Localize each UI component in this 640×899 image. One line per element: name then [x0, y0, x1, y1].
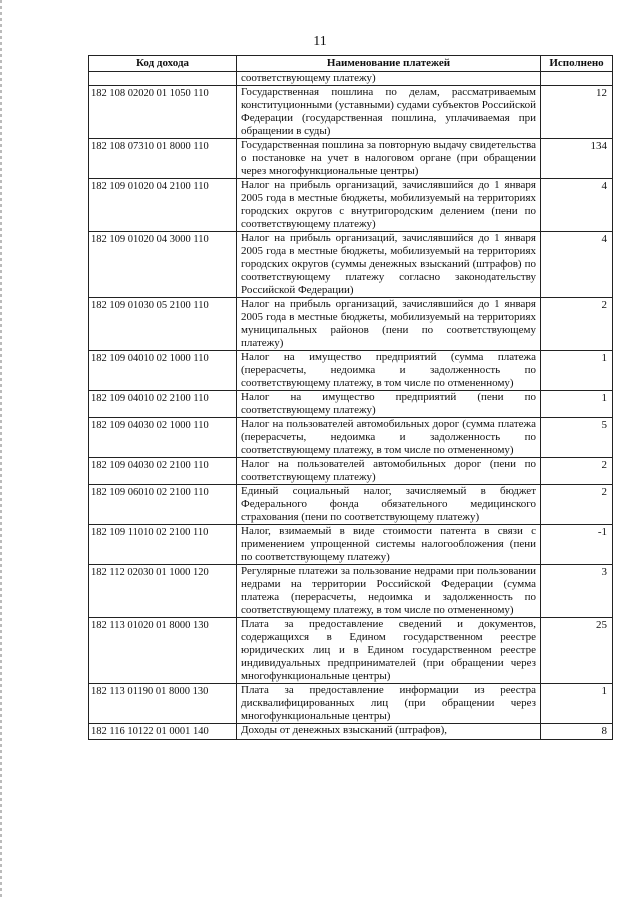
row-name: Налог на пользователей автомобильных дорог (сумма платежа (перерасчеты, недоимка и задолженность по соответствующему платежу, в том числе по отмененному): [237, 418, 541, 458]
row-amount: -1: [541, 525, 613, 565]
row-code: 182 109 01020 04 2100 110: [89, 179, 237, 232]
row-name: Плата за предоставление сведений и документов, содержащихся в Едином государственном реестре юридических лиц и в Едином государственном реестре индивидуальных предпринимателей (при обращении через многофункциональные центры): [237, 618, 541, 684]
row-code: 182 109 04010 02 2100 110: [89, 391, 237, 418]
row-amount: 1: [541, 391, 613, 418]
row-code: 182 108 07310 01 8000 110: [89, 139, 237, 179]
row-amount: 4: [541, 179, 613, 232]
continuation-row: [89, 72, 613, 86]
row-amount: 2: [541, 458, 613, 485]
row-amount: 5: [541, 418, 613, 458]
table-row: [89, 565, 613, 618]
table-row: [89, 618, 613, 684]
table-row: [89, 418, 613, 458]
row-code: 182 108 02020 01 1050 110: [89, 86, 237, 139]
table-row: [89, 525, 613, 565]
row-code: 182 116 10122 01 0001 140: [89, 724, 237, 740]
row-code: 182 112 02030 01 1000 120: [89, 565, 237, 618]
row-name: Налог, взимаемый в виде стоимости патента в связи с применением упрощенной системы налогообложения (пени по соответствующему платежу): [237, 525, 541, 565]
header-name: Наименование платежей: [237, 56, 541, 72]
row-name: Государственная пошлина за повторную выдачу свидетельства о постановке на учет в налоговом органе (при обращении через многофункциональные центры): [237, 139, 541, 179]
payments-table: [88, 55, 613, 740]
row-amount: 4: [541, 232, 613, 298]
table-row: [89, 139, 613, 179]
row-name: Налог на прибыль организаций, зачислявшийся до 1 января 2005 года в местные бюджеты, мобилизуемый на территориях муниципальных районов (пени по соответствующему платежу): [237, 298, 541, 351]
table-row: [89, 485, 613, 525]
table-row: [89, 179, 613, 232]
table-header-row: [89, 56, 613, 72]
row-amount: 12: [541, 86, 613, 139]
row-amount: 25: [541, 618, 613, 684]
row-amount: 1: [541, 684, 613, 724]
row-code: 182 109 11010 02 2100 110: [89, 525, 237, 565]
continuation-text: соответствующему платежу): [237, 72, 541, 86]
scan-edge: [0, 0, 2, 899]
row-amount: 3: [541, 565, 613, 618]
table-row: [89, 724, 613, 740]
row-code: 182 109 06010 02 2100 110: [89, 485, 237, 525]
table-row: [89, 86, 613, 139]
row-name: Плата за предоставление информации из реестра дисквалифицированных лиц (при обращении через многофункциональные центры): [237, 684, 541, 724]
row-name: Государственная пошлина по делам, рассматриваемым конституционными (уставными) судами субъектов Российской Федерации (государственная пошлина, уплачиваемая при обращении в суды): [237, 86, 541, 139]
row-name: Единый социальный налог, зачисляемый в бюджет Федерального фонда обязательного медицинского страхования (пени по соответствующему платежу): [237, 485, 541, 525]
continuation-amount: [541, 72, 613, 86]
continuation-code: [89, 72, 237, 86]
table-row: [89, 232, 613, 298]
row-amount: 1: [541, 351, 613, 391]
row-amount: 2: [541, 298, 613, 351]
row-code: 182 109 01020 04 3000 110: [89, 232, 237, 298]
row-amount: 8: [541, 724, 613, 740]
row-name: Налог на пользователей автомобильных дорог (пени по соответствующему платежу): [237, 458, 541, 485]
row-code: 182 109 04010 02 1000 110: [89, 351, 237, 391]
table-row: [89, 684, 613, 724]
row-name: Налог на прибыль организаций, зачислявшийся до 1 января 2005 года в местные бюджеты, мобилизуемый на территориях городских округов (суммы денежных взысканий (штрафов) по соответствующему платежу согласно законодательству Российской Федерации): [237, 232, 541, 298]
row-name: Налог на имущество предприятий (сумма платежа (перерасчеты, недоимка и задолженность по соответствующему платежу, в том числе по отмененному): [237, 351, 541, 391]
row-code: 182 113 01190 01 8000 130: [89, 684, 237, 724]
row-amount: 134: [541, 139, 613, 179]
row-code: 182 109 04030 02 2100 110: [89, 458, 237, 485]
row-code: 182 113 01020 01 8000 130: [89, 618, 237, 684]
table-row: [89, 391, 613, 418]
table-row: [89, 458, 613, 485]
table-row: [89, 351, 613, 391]
row-name: Регулярные платежи за пользование недрами при пользовании недрами на территории Российской Федерации (сумма платежа (перерасчеты, недоимка и задолженность по соответствующему платежу, в том числе по отмененному): [237, 565, 541, 618]
row-name: Налог на имущество предприятий (пени по соответствующему платежу): [237, 391, 541, 418]
page-number: 11: [313, 34, 327, 49]
row-amount: 2: [541, 485, 613, 525]
table-row: [89, 298, 613, 351]
header-code: Код дохода: [89, 56, 237, 72]
row-name: Доходы от денежных взысканий (штрафов),: [237, 724, 541, 740]
row-code: 182 109 04030 02 1000 110: [89, 418, 237, 458]
row-code: 182 109 01030 05 2100 110: [89, 298, 237, 351]
row-name: Налог на прибыль организаций, зачислявшийся до 1 января 2005 года в местные бюджеты, мобилизуемый на территориях городских округов с внутригородским делением (пени по соответствующему платежу): [237, 179, 541, 232]
header-amount: Исполнено: [541, 56, 613, 72]
